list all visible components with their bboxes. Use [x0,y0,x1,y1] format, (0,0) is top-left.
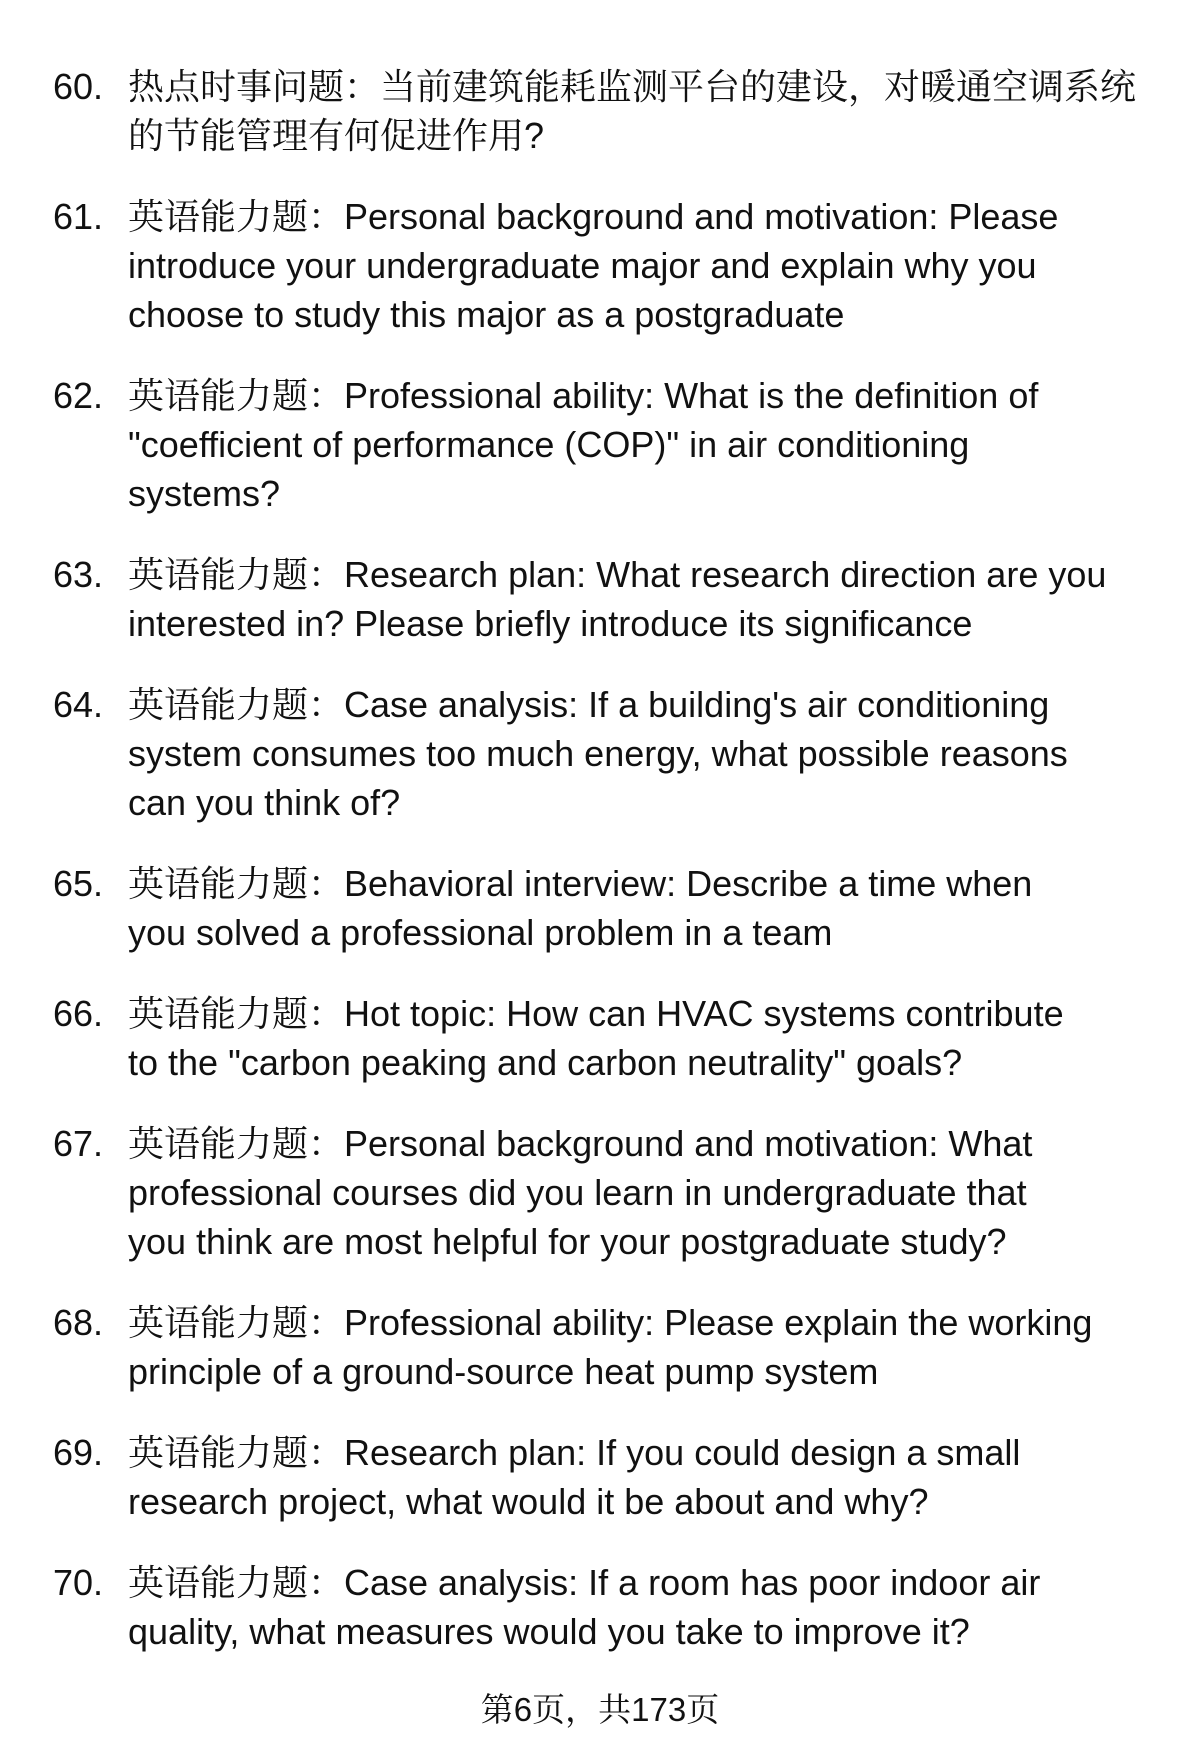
question-item [0,371,1200,518]
question-line: "coefficient of performance (COP)" in air conditioning [128,424,970,465]
question-line: 英语能力题：Behavioral interview: Describe a time when [128,863,1033,904]
question-text [128,1428,1200,1526]
question-item [0,62,1200,160]
question-number: 64. [53,684,104,725]
question-item [0,1298,1200,1396]
question-line: principle of a ground-source heat pump system [128,1351,879,1392]
question-item [0,680,1200,827]
page-footer: 第6页，共173页 [480,1691,720,1728]
question-text [128,550,1200,648]
question-number: 70. [53,1562,104,1603]
question-line: quality, what measures would you take to improve it? [128,1611,970,1652]
question-text [128,62,1200,160]
question-number: 69. [53,1432,104,1473]
question-text [128,192,1200,339]
question-number: 63. [53,554,104,595]
question-line: professional courses did you learn in undergraduate that [128,1172,1027,1213]
question-text [128,371,1200,518]
question-line: to the "carbon peaking and carbon neutrality" goals? [128,1042,963,1083]
question-line: can you think of? [128,782,401,823]
question-list [0,62,1200,1688]
question-text [128,1119,1200,1266]
question-line: 英语能力题：Professional ability: Please explain the working [128,1302,1093,1343]
question-line: 英语能力题：Hot topic: How can HVAC systems contribute [128,993,1064,1034]
question-line: introduce your undergraduate major and explain why you [128,245,1037,286]
question-line: 英语能力题：Research plan: If you could design a small [128,1432,1021,1473]
question-text [128,859,1200,957]
question-line: 英语能力题：Personal background and motivation: Please [128,196,1059,237]
question-line: research project, what would it be about and why? [128,1481,929,1522]
question-line: systems? [128,473,281,514]
question-number: 61. [53,196,104,237]
question-line: 的节能管理有何促进作用? [128,115,545,156]
question-line: choose to study this major as a postgraduate [128,294,845,335]
question-line: system consumes too much energy, what possible reasons [128,733,1068,774]
question-item [0,192,1200,339]
question-text [128,1558,1200,1656]
question-line: interested in? Please briefly introduce its significance [128,603,973,644]
question-item [0,1558,1200,1656]
question-item [0,989,1200,1087]
question-line: 英语能力题：Personal background and motivation: What [128,1123,1033,1164]
question-item [0,859,1200,957]
question-text [128,1298,1200,1396]
question-text [128,680,1200,827]
question-number: 67. [53,1123,104,1164]
question-item [0,1119,1200,1266]
question-number: 65. [53,863,104,904]
question-item [0,1428,1200,1526]
question-line: you solved a professional problem in a team [128,912,833,953]
question-line: you think are most helpful for your postgraduate study? [128,1221,1007,1262]
question-line: 热点时事问题：当前建筑能耗监测平台的建设，对暖通空调系统 [128,66,1137,107]
question-line: 英语能力题：Professional ability: What is the definition of [128,375,1039,416]
question-text [128,989,1200,1087]
question-line: 英语能力题：Case analysis: If a room has poor indoor air [128,1562,1041,1603]
question-number: 66. [53,993,104,1034]
question-line: 英语能力题：Case analysis: If a building's air conditioning [128,684,1050,725]
question-number: 68. [53,1302,104,1343]
question-item [0,550,1200,648]
question-line: 英语能力题：Research plan: What research direction are you [128,554,1107,595]
question-number: 62. [53,375,104,416]
question-number: 60. [53,66,104,107]
